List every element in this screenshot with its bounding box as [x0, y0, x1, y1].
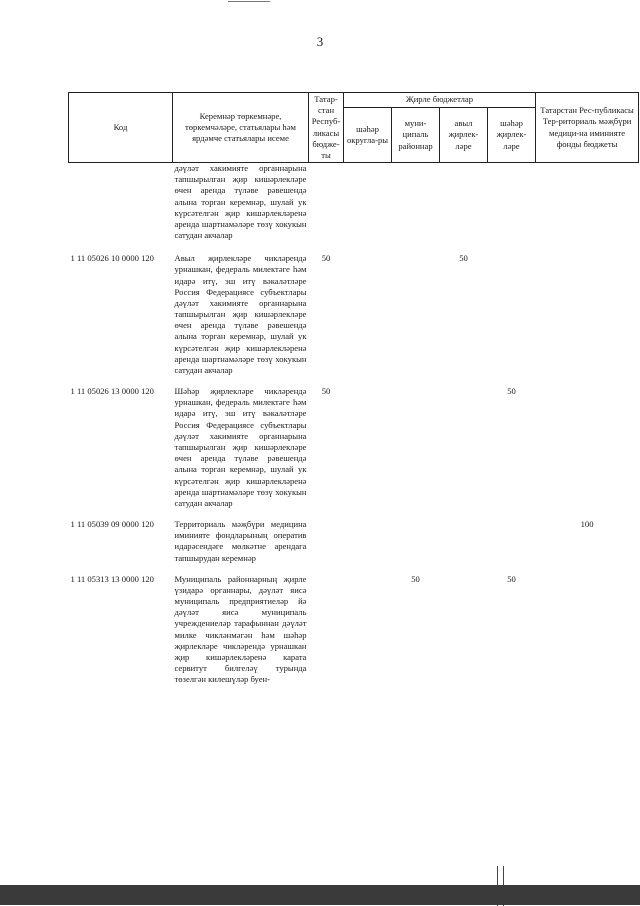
row-urban: 50	[507, 386, 516, 397]
row-city	[344, 519, 392, 574]
col-code-header: Код	[69, 93, 173, 163]
row-republic: 50	[321, 253, 331, 264]
col-urban-header: шәһәр җирлек-ләре	[488, 108, 536, 163]
row-rural	[440, 519, 488, 574]
row-fund: 100	[580, 519, 594, 530]
table-row	[69, 519, 639, 574]
row-name: дәүләт хакимияте органнарына тапшырылган җир кишәрлекләре өчен аренда түләве рәвешендә алына торган керемнәр, шулай ук күрсәтелгән җир кишәрлекләренә аренда шартнамәләре төзү хокукын сатудан акчалар	[174, 163, 307, 241]
col-republic-header: Татар-стан Респуб-ликасы бюдже-ты	[309, 93, 344, 163]
row-municipal	[392, 163, 440, 254]
row-code: 1 11 05026 13 0000 120	[70, 386, 154, 397]
row-city	[344, 163, 392, 254]
row-name: Муниципаль районнарның җирле үзидарә органнары, дәүләт яисә муниципаль предприятиеләр йә дәүләт яисә муниципаль учреждениеләр тарафыннан дәүләт милке чикләнмәгән һәм шәһәр җирлекләре чикләрендә урнашкан җир кишәрлекләренә карата сервитут билгеләү турында төзелгән килешүләр буен-	[174, 573, 307, 685]
row-municipal	[392, 386, 440, 519]
row-code: 1 11 05313 13 0000 120	[70, 573, 154, 584]
row-city	[344, 386, 392, 519]
col-city-districts-header: шәһәр округла-ры	[344, 108, 392, 163]
row-republic	[309, 163, 344, 254]
row-fund	[536, 386, 639, 519]
budget-table	[68, 92, 639, 695]
row-rural: 50	[459, 253, 468, 264]
col-municipal-districts-header: муни-ципаль районнар	[392, 108, 440, 163]
row-municipal	[392, 253, 440, 386]
row-urban: 50	[507, 573, 516, 584]
col-local-group-header: Җирле бюджетлар	[344, 93, 536, 108]
row-urban	[488, 253, 536, 386]
scan-bottom-strip	[0, 885, 640, 905]
row-code: 1 11 05039 09 0000 120	[70, 519, 154, 530]
row-republic: 50	[321, 386, 331, 397]
col-rural-header: авыл җирлек-ләре	[440, 108, 488, 163]
row-fund	[536, 574, 639, 696]
table-row	[69, 386, 639, 519]
row-rural	[440, 574, 488, 696]
row-fund	[536, 253, 639, 386]
col-fund-header: Татарстан Рес-публикасы Тер-риториаль мәҗбүри медици-на иминияте фонды бюджеты	[536, 93, 639, 163]
row-city	[344, 253, 392, 386]
row-name: Территориаль мәҗбүри медицина иминияте фондларының оператив идарәсендәге мөлкәтне арендага тапшырудан керемнәр	[174, 519, 307, 563]
row-municipal	[392, 519, 440, 574]
row-republic	[309, 574, 344, 696]
row-rural	[440, 163, 488, 254]
row-city	[344, 574, 392, 696]
row-name: Шәһәр җирлекләре чикләрендә урнашкан, федераль милектәге һәм идарә итү, эш итү вәкаләтләре Россия Федерациясе субъектлары дәүләт хакимияте органнарына тапшырылган җир кишәрлекләре өчен аренда түләве рәвешендә алына торган керемнәр, шулай ук күрсәтелгән җир кишәрлекләренә аренда шартнамәләре төзү хокукын сатудан акчалар	[174, 386, 307, 508]
row-code	[69, 163, 173, 254]
col-name-header: Керемнәр төркемнәре, төркемчәләре, статьялары һәм ярдәмче статьялары исеме	[173, 93, 309, 163]
table-row	[69, 163, 639, 254]
row-code: 1 11 05026 10 0000 120	[70, 253, 154, 264]
page-number: 3	[316, 34, 324, 49]
row-fund	[536, 163, 639, 254]
scan-mark	[228, 1, 270, 2]
row-name: Авыл җирлекләре чикләрендә урнашкан, федераль милектәге һәм идарә итү, эш итү вәкаләтләре Россия Федерациясе субъектлары дәүләт хакимияте органнарына тапшырылган җир кишәрлекләре өчен аренда түләве рәвешендә алына торган керемнәр, шулай ук күрсәтелгән җир кишәрлекләренә аренда шартнамәләре төзү хокукын сатудан акчалар	[174, 253, 307, 375]
row-urban	[488, 519, 536, 574]
row-rural	[440, 386, 488, 519]
row-municipal: 50	[411, 573, 420, 584]
table-row	[69, 253, 639, 386]
table-header	[69, 93, 639, 163]
row-urban	[488, 163, 536, 254]
row-republic	[309, 519, 344, 574]
table-row	[69, 574, 639, 696]
